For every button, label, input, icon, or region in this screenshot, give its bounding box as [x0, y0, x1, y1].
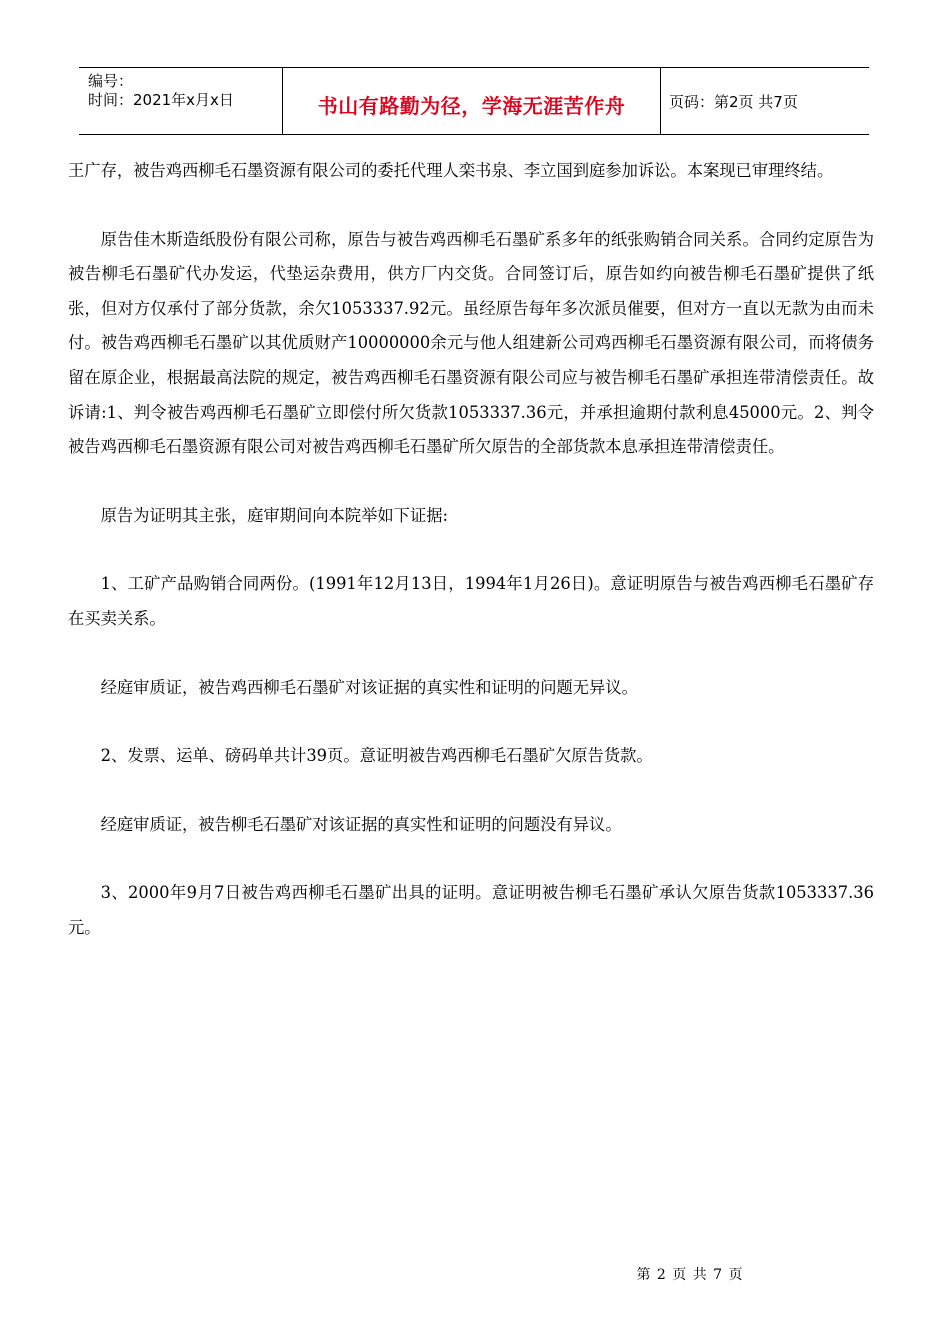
body-paragraph: 经庭审质证，被告柳毛石墨矿对该证据的真实性和证明的问题没有异议。: [100, 814, 622, 834]
body-paragraph: 经庭审质证，被告鸡西柳毛石墨矿对该证据的真实性和证明的问题无异议。: [100, 677, 638, 697]
page-footer: 第 2 页 共 7 页: [636, 1267, 744, 1283]
header-page-info: 页码：第2页 共7页: [669, 92, 798, 111]
body-paragraph: 3、2000年9月7日被告鸡西柳毛石墨矿出具的证明。意证明被告柳毛石墨矿承认欠原告货款1053337.36元。: [68, 883, 874, 937]
page-header: [79, 67, 869, 135]
body-paragraph: 原告佳木斯造纸股份有限公司称，原告与被告鸡西柳毛石墨矿系多年的纸张购销合同关系。合同约定原告为被告柳毛石墨矿代办发运，代垫运杂费用，供方厂内交货。合同签订后，原告如约向被告柳毛石墨矿提供了纸张，但对方仅承付了部分货款，余欠1053337.92元。虽经原告每年多次派员催要，但对方一直以无款为由而未付。被告鸡西柳毛石墨矿以其优质财产10000000余元与他人组建新公司鸡西柳毛石墨资源有限公司，而将债务留在原企业，根据最高法院的规定，被告鸡西柳毛石墨资源有限公司应与被告柳毛石墨矿承担连带清偿责任。故诉请:1、判令被告鸡西柳毛石墨矿立即偿付所欠货款1053337.36元，并承担逾期付款利息45000元。2、判令被告鸡西柳毛石墨资源有限公司对被告鸡西柳毛石墨矿所欠原告的全部货款本息承担连带清偿责任。: [68, 229, 874, 457]
header-motto: 书山有路勤为径，学海无涯苦作舟: [317, 93, 626, 118]
document-number-label: 编号：: [88, 72, 134, 90]
document-body: [68, 154, 874, 980]
header-page-cell: [661, 68, 869, 134]
body-paragraph: 王广存，被告鸡西柳毛石墨资源有限公司的委托代理人栾书泉、李立国到庭参加诉讼。本案现已审理终结。: [68, 161, 834, 180]
body-paragraph: 1、工矿产品购销合同两份。(1991年12月13日，1994年1月26日)。意证明原告与被告鸡西柳毛石墨矿存在买卖关系。: [68, 574, 874, 628]
header-motto-cell: [283, 68, 661, 134]
body-paragraph: 原告为证明其主张，庭审期间向本院举如下证据:: [100, 505, 448, 525]
body-paragraph: 2、发票、运单、磅码单共计39页。意证明被告鸡西柳毛石墨矿欠原告货款。: [100, 746, 653, 766]
header-meta-cell: [79, 68, 283, 134]
document-date: 时间：2021年x月x日: [88, 91, 234, 109]
